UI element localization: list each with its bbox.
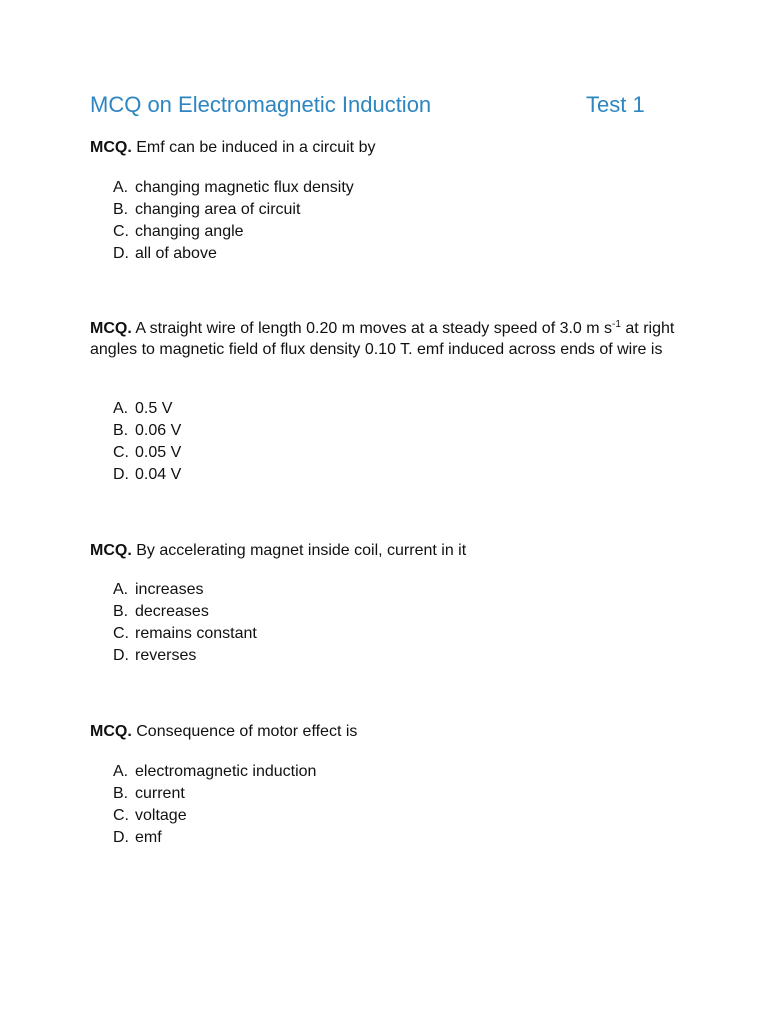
option-d — [113, 645, 257, 667]
question-prefix: MCQ. — [90, 139, 132, 156]
option-letter: C. — [113, 625, 129, 642]
option-text: emf — [135, 829, 162, 846]
option-c — [113, 442, 181, 464]
option-a — [113, 761, 316, 783]
options-list-2 — [113, 398, 181, 486]
option-b — [113, 420, 181, 442]
option-letter: D. — [113, 647, 129, 664]
option-text: electromagnetic induction — [135, 763, 317, 780]
option-letter: A. — [113, 763, 129, 780]
option-d — [113, 464, 181, 486]
question-text-continued: at right angles to magnetic field of flux density 0.10 T. emf induced across ends of wire is — [90, 320, 675, 358]
option-c — [113, 623, 257, 645]
option-letter: D. — [113, 245, 129, 262]
option-letter: C. — [113, 807, 129, 824]
question-2 — [90, 318, 690, 360]
question-text: Consequence of motor effect is — [136, 723, 358, 740]
question-3 — [90, 540, 690, 561]
option-letter: B. — [113, 422, 129, 439]
options-list-3 — [113, 579, 257, 667]
option-a — [113, 579, 257, 601]
option-letter: D. — [113, 466, 129, 483]
superscript: -1 — [612, 319, 621, 330]
option-text: changing angle — [135, 223, 244, 240]
option-text: 0.05 V — [135, 444, 182, 461]
question-text: By accelerating magnet inside coil, current in it — [136, 542, 467, 559]
options-list-1 — [113, 177, 354, 265]
option-letter: A. — [113, 179, 129, 196]
options-list-4 — [113, 761, 316, 849]
option-b — [113, 601, 257, 623]
option-d — [113, 827, 316, 849]
option-text: reverses — [135, 647, 197, 664]
option-letter: B. — [113, 603, 129, 620]
option-text: changing area of circuit — [135, 201, 301, 218]
option-text: 0.06 V — [135, 422, 182, 439]
question-4 — [90, 721, 690, 742]
option-letter: B. — [113, 201, 129, 218]
option-letter: A. — [113, 581, 129, 598]
option-a — [113, 177, 354, 199]
option-letter: B. — [113, 785, 129, 802]
option-c — [113, 805, 316, 827]
option-text: decreases — [135, 603, 209, 620]
option-text: all of above — [135, 245, 217, 262]
option-letter: A. — [113, 400, 129, 417]
option-text: increases — [135, 581, 204, 598]
option-letter: C. — [113, 444, 129, 461]
question-prefix: MCQ. — [90, 542, 132, 559]
question-1 — [90, 137, 690, 158]
option-text: 0.04 V — [135, 466, 182, 483]
question-text: Emf can be induced in a circuit by — [136, 139, 376, 156]
option-text: remains constant — [135, 625, 257, 642]
option-b — [113, 783, 316, 805]
option-text: voltage — [135, 807, 187, 824]
question-prefix: MCQ. — [90, 723, 132, 740]
option-text: 0.5 V — [135, 400, 173, 417]
question-text: A straight wire of length 0.20 m moves at a steady speed of 3.0 m s — [135, 320, 613, 337]
option-b — [113, 199, 354, 221]
question-prefix: MCQ. — [90, 320, 132, 337]
option-letter: C. — [113, 223, 129, 240]
option-letter: D. — [113, 829, 129, 846]
option-text: current — [135, 785, 185, 802]
option-c — [113, 221, 354, 243]
page-title: MCQ on Electromagnetic Induction — [90, 92, 432, 117]
option-text: changing magnetic flux density — [135, 179, 354, 196]
option-d — [113, 243, 354, 265]
test-label: Test 1 — [586, 92, 645, 117]
option-a — [113, 398, 181, 420]
